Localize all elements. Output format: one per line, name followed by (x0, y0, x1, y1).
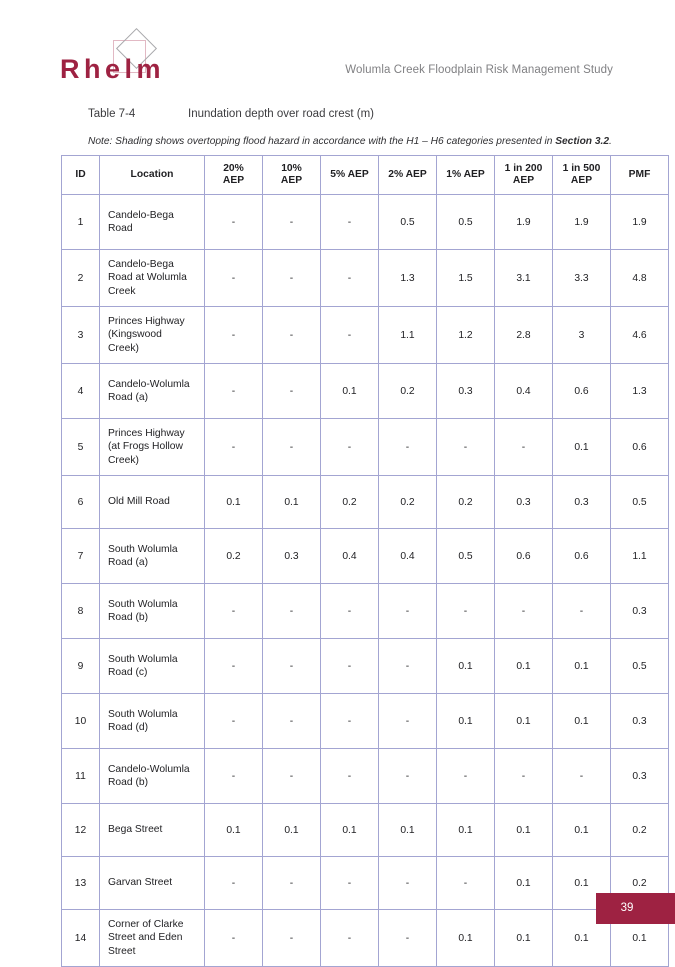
table-note-emphasis: Section 3.2 (555, 136, 610, 147)
cell-depth-c2: 0.1 (263, 476, 321, 529)
cell-depth-c6: 0.6 (495, 529, 553, 584)
document-title: Wolumla Creek Floodplain Risk Management Study (345, 64, 613, 76)
cell-depth-c4: 1.3 (379, 250, 437, 307)
column-header-line: 10% (281, 163, 302, 174)
cell-depth-c3: - (321, 639, 379, 694)
cell-location-line: South Wolumla (108, 653, 178, 665)
cell-depth-c5: - (437, 749, 495, 804)
cell-depth-c5: 0.2 (437, 476, 495, 529)
cell-depth-c4: - (379, 910, 437, 967)
cell-depth-c7: 0.1 (553, 694, 611, 749)
column-header-c4 (379, 156, 437, 195)
cell-location (100, 639, 205, 694)
cell-depth-c1: 0.1 (205, 476, 263, 529)
cell-depth-c3: 0.4 (321, 529, 379, 584)
cell-depth-c6: 3.1 (495, 250, 553, 307)
cell-depth-c8: 0.5 (611, 476, 669, 529)
cell-location-line: South Wolumla (108, 543, 178, 555)
cell-depth-c7: 0.3 (553, 476, 611, 529)
cell-depth-c6: - (495, 419, 553, 476)
cell-depth-c6: - (495, 584, 553, 639)
cell-depth-c6: 0.1 (495, 639, 553, 694)
table-caption-label: Table 7-4 (88, 108, 136, 120)
column-header-c3 (321, 156, 379, 195)
cell-location-line: Corner of Clarke (108, 918, 184, 930)
table-row (62, 804, 669, 857)
cell-depth-c1: - (205, 419, 263, 476)
cell-depth-c7: 0.1 (553, 804, 611, 857)
cell-id: 3 (62, 307, 100, 364)
cell-depth-c4: - (379, 857, 437, 910)
table-caption (88, 108, 374, 120)
cell-depth-c4: 0.2 (379, 476, 437, 529)
cell-id: 2 (62, 250, 100, 307)
cell-location-line: Creek) (108, 454, 139, 466)
cell-depth-c5: 0.1 (437, 910, 495, 967)
cell-location (100, 749, 205, 804)
cell-depth-c6: 1.9 (495, 195, 553, 250)
cell-location (100, 857, 205, 910)
cell-depth-c7: 3.3 (553, 250, 611, 307)
cell-location-line: Road (a) (108, 392, 149, 403)
cell-location-line: Street and Eden (108, 932, 183, 944)
column-header-line: AEP (222, 175, 245, 186)
column-header-line: 5% AEP (330, 169, 369, 180)
cell-depth-c7: - (553, 584, 611, 639)
cell-depth-c3: - (321, 195, 379, 250)
cell-id: 5 (62, 419, 100, 476)
cell-depth-c1: - (205, 250, 263, 307)
cell-depth-c3: - (321, 307, 379, 364)
cell-depth-c3: - (321, 749, 379, 804)
cell-depth-c4: - (379, 639, 437, 694)
cell-depth-c3: - (321, 419, 379, 476)
cell-location-line: South Wolumla (108, 708, 178, 720)
cell-id: 13 (62, 857, 100, 910)
table-row (62, 639, 669, 694)
cell-depth-c3: - (321, 857, 379, 910)
cell-depth-c3: - (321, 584, 379, 639)
rhelm-logo (60, 36, 195, 88)
page-header (0, 28, 675, 88)
cell-depth-c7: 0.1 (553, 419, 611, 476)
cell-location-line: Garvan Street (108, 877, 173, 889)
column-header-line: ID (75, 169, 86, 180)
cell-depth-c6: 0.1 (495, 857, 553, 910)
cell-depth-c5: - (437, 419, 495, 476)
cell-depth-c2: - (263, 639, 321, 694)
cell-depth-c2: 0.1 (263, 804, 321, 857)
cell-depth-c2: - (263, 195, 321, 250)
cell-depth-c5: 1.2 (437, 307, 495, 364)
cell-depth-c8: 0.5 (611, 639, 669, 694)
cell-depth-c4: - (379, 749, 437, 804)
cell-location-line: Old Mill Road (108, 496, 170, 508)
cell-depth-c5: 1.5 (437, 250, 495, 307)
cell-depth-c3: - (321, 910, 379, 967)
cell-location (100, 364, 205, 419)
table-header (62, 156, 669, 195)
table-row (62, 529, 669, 584)
cell-depth-c1: - (205, 364, 263, 419)
cell-location-line: Road (b) (108, 612, 149, 623)
column-header-line: 2% AEP (388, 169, 427, 180)
table-row (62, 476, 669, 529)
cell-location-line: Candelo-Wolumla (108, 763, 190, 775)
cell-depth-c6: 0.3 (495, 476, 553, 529)
cell-id: 9 (62, 639, 100, 694)
column-header-line: AEP (512, 175, 535, 186)
cell-depth-c3: - (321, 250, 379, 307)
cell-depth-c3: 0.1 (321, 364, 379, 419)
column-header-c6 (495, 156, 553, 195)
cell-depth-c4: 0.1 (379, 804, 437, 857)
cell-depth-c8: 0.2 (611, 857, 669, 910)
cell-depth-c1: - (205, 749, 263, 804)
cell-location-line: Creek) (108, 342, 139, 354)
table-row (62, 195, 669, 250)
table-note (88, 136, 612, 147)
cell-location (100, 910, 205, 967)
cell-depth-c4: - (379, 584, 437, 639)
table-row (62, 584, 669, 639)
column-header-id (62, 156, 100, 195)
table-note-suffix: . (609, 136, 612, 147)
cell-depth-c5: 0.3 (437, 364, 495, 419)
cell-depth-c1: - (205, 910, 263, 967)
cell-depth-c2: - (263, 307, 321, 364)
cell-depth-c5: 0.1 (437, 694, 495, 749)
cell-depth-c2: - (263, 857, 321, 910)
cell-id: 7 (62, 529, 100, 584)
cell-location-line: Candelo-Wolumla (108, 378, 190, 390)
cell-depth-c4: 0.2 (379, 364, 437, 419)
column-header-line: 1 in 200 (504, 163, 543, 174)
cell-depth-c5: - (437, 857, 495, 910)
cell-location-line: (Kingswood (108, 329, 162, 341)
cell-location-line: Bega Street (108, 824, 163, 836)
column-header-line: Location (130, 169, 174, 180)
cell-location-line: (at Frogs Hollow (108, 441, 183, 453)
cell-depth-c8: 0.3 (611, 694, 669, 749)
cell-id: 10 (62, 694, 100, 749)
table-row (62, 307, 669, 364)
cell-depth-c8: 1.9 (611, 195, 669, 250)
table-row (62, 910, 669, 967)
inundation-depth-table-wrap (61, 155, 651, 967)
cell-depth-c6: 2.8 (495, 307, 553, 364)
cell-depth-c8: 0.3 (611, 749, 669, 804)
cell-depth-c4: - (379, 419, 437, 476)
cell-depth-c8: 0.6 (611, 419, 669, 476)
cell-id: 14 (62, 910, 100, 967)
cell-depth-c7: 0.1 (553, 857, 611, 910)
cell-depth-c3: 0.1 (321, 804, 379, 857)
cell-depth-c2: - (263, 364, 321, 419)
cell-depth-c8: 0.1 (611, 910, 669, 967)
cell-location (100, 307, 205, 364)
cell-depth-c4: - (379, 694, 437, 749)
cell-depth-c1: 0.2 (205, 529, 263, 584)
cell-depth-c8: 0.3 (611, 584, 669, 639)
cell-location-line: Road (a) (108, 557, 149, 568)
column-header-c1 (205, 156, 263, 195)
cell-location (100, 529, 205, 584)
table-body (62, 195, 669, 967)
cell-depth-c8: 4.6 (611, 307, 669, 364)
cell-depth-c1: - (205, 857, 263, 910)
cell-location (100, 694, 205, 749)
cell-depth-c1: - (205, 694, 263, 749)
cell-id: 4 (62, 364, 100, 419)
cell-depth-c2: - (263, 250, 321, 307)
cell-location (100, 804, 205, 857)
cell-depth-c7: - (553, 749, 611, 804)
cell-depth-c3: 0.2 (321, 476, 379, 529)
cell-depth-c6: - (495, 749, 553, 804)
cell-depth-c2: - (263, 694, 321, 749)
cell-depth-c2: 0.3 (263, 529, 321, 584)
cell-depth-c2: - (263, 910, 321, 967)
column-header-loc (100, 156, 205, 195)
cell-depth-c5: - (437, 584, 495, 639)
cell-location-line: Candelo-Bega (108, 209, 174, 221)
cell-depth-c8: 4.8 (611, 250, 669, 307)
cell-depth-c2: - (263, 584, 321, 639)
cell-depth-c8: 0.2 (611, 804, 669, 857)
cell-id: 8 (62, 584, 100, 639)
cell-depth-c1: 0.1 (205, 804, 263, 857)
cell-depth-c7: 0.1 (553, 639, 611, 694)
column-header-c7 (553, 156, 611, 195)
cell-id: 1 (62, 195, 100, 250)
cell-depth-c6: 0.1 (495, 910, 553, 967)
cell-depth-c7: 0.1 (553, 910, 611, 967)
cell-depth-c8: 1.3 (611, 364, 669, 419)
cell-id: 11 (62, 749, 100, 804)
cell-depth-c4: 0.5 (379, 195, 437, 250)
cell-depth-c5: 0.1 (437, 804, 495, 857)
cell-location-line: Princes Highway (108, 315, 185, 327)
cell-location-line: Road (108, 223, 133, 234)
page-number: 39 (620, 902, 634, 914)
cell-location-line: Road at Wolumla (108, 272, 187, 284)
column-header-c5 (437, 156, 495, 195)
inundation-depth-table (61, 155, 669, 967)
column-header-line: 20% (223, 163, 244, 174)
cell-depth-c1: - (205, 195, 263, 250)
column-header-line: PMF (628, 169, 651, 180)
cell-depth-c4: 0.4 (379, 529, 437, 584)
cell-depth-c3: - (321, 694, 379, 749)
cell-location (100, 195, 205, 250)
cell-depth-c8: 1.1 (611, 529, 669, 584)
table-row (62, 857, 669, 910)
cell-id: 6 (62, 476, 100, 529)
cell-location (100, 584, 205, 639)
cell-location-line: Road (d) (108, 722, 149, 733)
column-header-line: 1% AEP (446, 169, 485, 180)
column-header-c8 (611, 156, 669, 195)
column-header-c2 (263, 156, 321, 195)
cell-depth-c6: 0.4 (495, 364, 553, 419)
cell-location-line: Princes Highway (108, 427, 185, 439)
column-header-line: 1 in 500 (562, 163, 601, 174)
cell-depth-c7: 0.6 (553, 529, 611, 584)
cell-location-line: Road (c) (108, 667, 148, 678)
cell-location (100, 476, 205, 529)
cell-depth-c2: - (263, 419, 321, 476)
cell-depth-c6: 0.1 (495, 804, 553, 857)
cell-depth-c2: - (263, 749, 321, 804)
cell-depth-c7: 3 (553, 307, 611, 364)
column-header-line: AEP (280, 175, 303, 186)
table-row (62, 364, 669, 419)
table-header-row (62, 156, 669, 195)
cell-location (100, 250, 205, 307)
logo-wordmark: Rhelm (60, 54, 166, 84)
cell-depth-c7: 1.9 (553, 195, 611, 250)
table-caption-text: Inundation depth over road crest (m) (188, 108, 375, 120)
cell-depth-c5: 0.1 (437, 639, 495, 694)
table-row (62, 250, 669, 307)
cell-depth-c5: 0.5 (437, 529, 495, 584)
cell-location-line: Creek (108, 285, 136, 297)
cell-location-line: Road (b) (108, 777, 149, 788)
cell-depth-c1: - (205, 639, 263, 694)
column-header-line: AEP (570, 175, 593, 186)
cell-location-line: Street (108, 945, 136, 957)
cell-location-line: Candelo-Bega (108, 258, 174, 270)
cell-depth-c1: - (205, 307, 263, 364)
table-note-prefix: Note: Shading shows overtopping flood hazard in accordance with the H1 – H6 categories presented in (88, 136, 556, 147)
cell-depth-c4: 1.1 (379, 307, 437, 364)
table-row (62, 749, 669, 804)
cell-depth-c7: 0.6 (553, 364, 611, 419)
cell-depth-c1: - (205, 584, 263, 639)
cell-depth-c6: 0.1 (495, 694, 553, 749)
cell-id: 12 (62, 804, 100, 857)
table-row (62, 694, 669, 749)
cell-location-line: South Wolumla (108, 598, 178, 610)
cell-location (100, 419, 205, 476)
table-row (62, 419, 669, 476)
cell-depth-c5: 0.5 (437, 195, 495, 250)
